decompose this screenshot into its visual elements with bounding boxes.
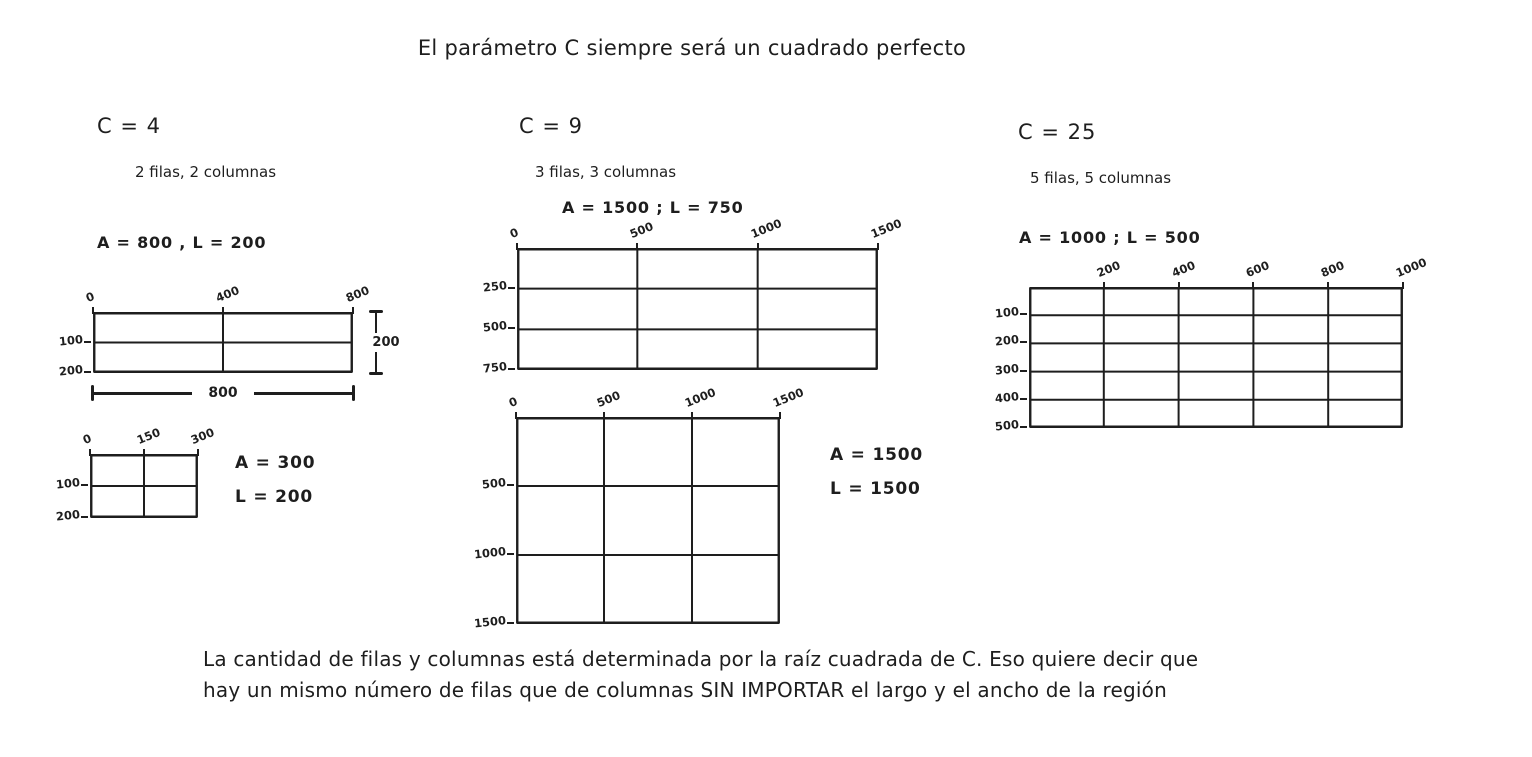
section-subheading-c4: 2 filas, 2 columnas — [135, 163, 277, 181]
x-tick-mark — [143, 449, 145, 456]
grid-lines — [517, 248, 878, 370]
x-tick-mark — [1103, 282, 1105, 289]
grid-lines — [516, 417, 780, 624]
height-dimension-bracket — [359, 310, 400, 375]
region-grid-c25-1 — [994, 255, 1429, 434]
dimension-serif — [352, 385, 355, 401]
area-length-labels — [235, 446, 315, 514]
y-tick-label: 100 — [55, 475, 81, 492]
y-tick-label: 500 — [994, 417, 1020, 434]
x-tick-mark — [1252, 282, 1254, 289]
dimension-line — [254, 392, 352, 395]
area-length-labels — [830, 438, 923, 506]
dimension-serif — [369, 372, 383, 375]
grid-lines — [1029, 287, 1403, 428]
dimension-line — [375, 313, 378, 333]
dimension-line — [94, 392, 192, 395]
x-tick-mark — [515, 412, 517, 419]
x-tick-label: 0 — [506, 394, 520, 410]
y-tick-mark — [84, 341, 91, 343]
grid-lines — [93, 312, 353, 373]
x-tick-mark — [1178, 282, 1180, 289]
x-tick-mark — [1402, 282, 1404, 289]
y-tick-label: 100 — [994, 304, 1020, 321]
x-tick-label: 1500 — [770, 385, 806, 410]
y-tick-label: 500 — [482, 318, 508, 335]
y-tick-mark — [81, 516, 88, 518]
y-tick-mark — [507, 622, 514, 624]
x-tick-mark — [877, 243, 879, 250]
y-tick-mark — [81, 484, 88, 486]
y-tick-label: 200 — [994, 332, 1020, 349]
y-tick-mark — [1020, 426, 1027, 428]
x-tick-label: 800 — [1318, 258, 1347, 280]
x-tick-mark — [197, 449, 199, 456]
x-tick-label: 1000 — [748, 216, 784, 241]
x-tick-label: 500 — [628, 219, 656, 241]
region-grid-c4-2 — [55, 425, 316, 524]
y-tick-label: 1500 — [473, 613, 507, 631]
section-subheading-c9: 3 filas, 3 columnas — [535, 163, 677, 181]
y-tick-mark — [507, 553, 514, 555]
area-label: A = 1500 — [830, 445, 923, 465]
length-label: L = 1500 — [830, 479, 921, 499]
x-tick-label: 1000 — [682, 385, 718, 410]
y-tick-mark — [508, 368, 515, 370]
x-tick-label: 200 — [1094, 258, 1123, 280]
x-tick-label: 1500 — [868, 216, 904, 241]
y-tick-mark — [508, 327, 515, 329]
region-grid-c9-1 — [482, 216, 904, 376]
x-tick-mark — [516, 243, 518, 250]
y-tick-mark — [507, 484, 514, 486]
section-heading-c25: C = 25 — [1018, 120, 1097, 144]
y-tick-label: 1000 — [473, 544, 507, 562]
region-grid-c4-1 — [58, 283, 400, 401]
y-tick-label: 250 — [482, 277, 508, 295]
grid-dimensions-label: A = 1500 ; L = 750 — [562, 198, 744, 217]
x-tick-mark — [636, 243, 638, 250]
x-tick-label: 0 — [80, 431, 94, 447]
y-tick-mark — [508, 287, 515, 289]
x-tick-mark — [352, 307, 354, 314]
grid-dimensions-label: A = 1000 ; L = 500 — [1019, 228, 1201, 247]
footer-line-1: La cantidad de filas y columnas está determinada por la raíz cuadrada de C. Eso quiere decir que — [203, 647, 1199, 671]
y-tick-mark — [1020, 398, 1027, 400]
x-tick-label: 600 — [1244, 258, 1272, 280]
y-tick-mark — [1020, 341, 1027, 343]
section-heading-c4: C = 4 — [97, 114, 161, 138]
y-tick-mark — [1020, 370, 1027, 372]
page-title: El parámetro C siempre será un cuadrado perfecto — [417, 36, 967, 60]
width-dimension-label: 800 — [208, 385, 238, 401]
x-tick-label: 400 — [1169, 258, 1197, 280]
x-tick-mark — [89, 449, 91, 456]
x-tick-label: 0 — [507, 225, 521, 241]
x-tick-label: 300 — [188, 425, 217, 447]
x-tick-mark — [1327, 282, 1329, 289]
width-dimension-bracket — [91, 385, 355, 401]
y-tick-label: 100 — [58, 331, 84, 349]
x-tick-mark — [779, 412, 781, 419]
footer-line-2: hay un mismo número de filas que de columnas SIN IMPORTAR el largo y el ancho de la región — [203, 678, 1167, 702]
y-tick-mark — [1020, 313, 1027, 315]
x-tick-label: 150 — [134, 425, 163, 447]
region-grid-c9-2 — [473, 385, 923, 631]
x-tick-mark — [92, 307, 94, 314]
x-tick-mark — [691, 412, 693, 419]
y-tick-label: 500 — [481, 475, 507, 492]
section-heading-c9: C = 9 — [519, 114, 583, 138]
x-tick-label: 0 — [83, 289, 97, 305]
y-tick-label: 200 — [55, 507, 81, 524]
x-tick-mark — [222, 307, 224, 314]
x-tick-mark — [603, 412, 605, 419]
y-tick-mark — [84, 371, 91, 373]
grid-lines — [90, 454, 198, 518]
x-tick-label: 1000 — [1393, 255, 1429, 280]
x-tick-label: 500 — [594, 388, 623, 410]
dimension-line — [375, 352, 378, 372]
area-label: A = 300 — [235, 453, 316, 473]
grid-dimensions-label: A = 800 , L = 200 — [97, 233, 267, 252]
y-tick-label: 300 — [994, 360, 1020, 378]
x-tick-label: 800 — [343, 283, 372, 305]
x-tick-label: 400 — [213, 283, 242, 305]
footer-note — [203, 644, 1198, 706]
y-tick-label: 400 — [994, 388, 1020, 406]
length-label: L = 200 — [235, 487, 313, 507]
y-tick-label: 200 — [58, 362, 84, 379]
x-tick-mark — [757, 243, 759, 250]
section-subheading-c25: 5 filas, 5 columnas — [1030, 169, 1172, 187]
y-tick-label: 750 — [482, 359, 508, 376]
height-dimension-label: 200 — [372, 335, 400, 350]
